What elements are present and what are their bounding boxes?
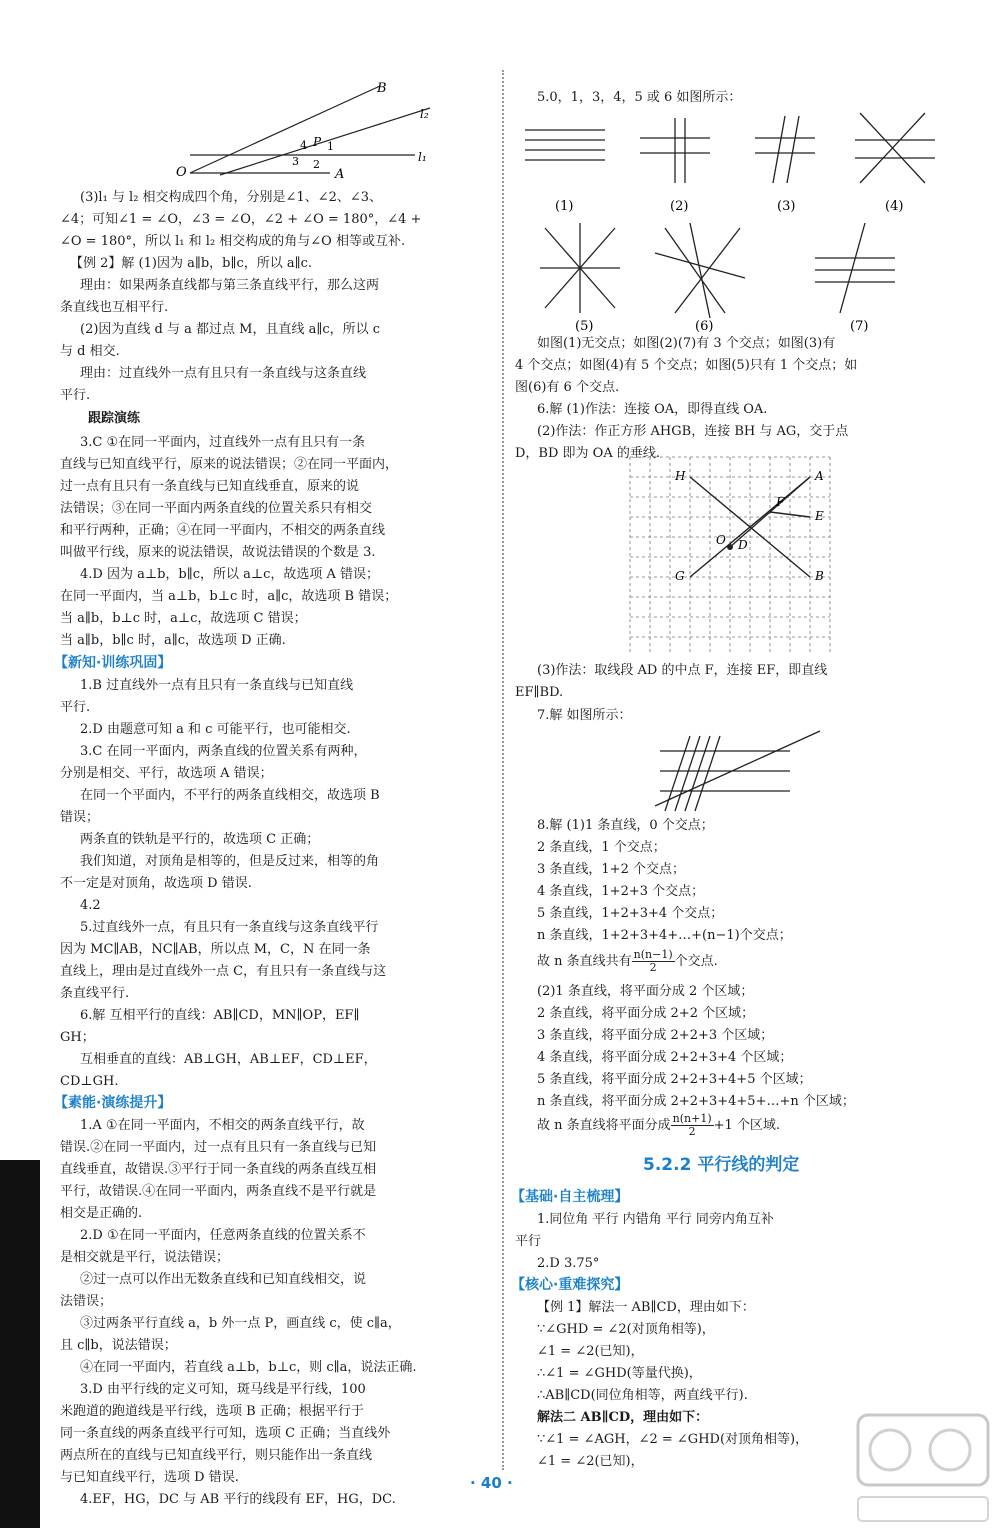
text-line: 分别是相交、平行，故选项 A 错误； <box>60 766 273 781</box>
text-line: 过一点有且只有一条直线与已知直线垂直，原来的说 <box>60 479 360 494</box>
text-line: 直线上，理由是过直线外一点 C，有且只有一条直线与这 <box>60 964 387 979</box>
text-line: 5.过直线外一点，有且只有一条直线与这条直线平行 <box>80 920 379 935</box>
text-line: (2)作法：作正方形 AHGB，连接 BH 与 AG，交于点 <box>537 424 849 439</box>
text-line: 6.解 互相平行的直线：AB∥CD，MN∥OP，EF∥ <box>80 1008 360 1023</box>
text-line: 两条直的铁轨是平行的，故选项 C 正确； <box>80 832 320 847</box>
text-line: ∠1 = ∠2(已知)， <box>537 1454 644 1469</box>
fig1-label-1: 1 <box>327 140 334 153</box>
text-line: 2 条直线，将平面分成 2+2 个区域； <box>537 1006 755 1021</box>
text-line: 与已知直线平行，选项 D 错误. <box>60 1470 239 1485</box>
grid-label-e: E <box>815 509 824 523</box>
text-line: 叫做平行线，原来的说法错误，故说法错误的个数是 3. <box>60 545 376 560</box>
text-line: 和平行两种，正确；④在同一平面内，不相交的两条直线 <box>60 523 386 538</box>
text-line: 在同一个平面内，不平行的两条直线相交，故选项 B <box>80 788 380 803</box>
config-label-4: (4) <box>885 199 904 214</box>
text-line: 当 a∥b，b∥c 时，a∥c，故选项 D 正确. <box>60 633 286 648</box>
text-line: 互相垂直的直线：AB⊥GH，AB⊥EF，CD⊥EF， <box>80 1052 377 1067</box>
text-line: 相交是正确的. <box>60 1206 143 1221</box>
text-line: 4 条直线，将平面分成 2+2+3+4 个区域； <box>537 1050 793 1065</box>
text-line: 条直线也互相平行. <box>60 300 169 315</box>
text-line: 同一条直线的两条直线平行可知，选项 C 正确；当直线外 <box>60 1426 391 1441</box>
text-line: (3)l₁ 与 l₂ 相交构成四个角，分别是∠1、∠2、∠3、 <box>80 190 383 205</box>
figure-grid-construction <box>620 452 840 660</box>
text-line: 解法二 AB∥CD，理由如下： <box>537 1410 709 1425</box>
text-line: 1.同位角 平行 内错角 平行 同旁内角互补 <box>537 1212 774 1227</box>
text-line: 4 条直线，1+2+3 个交点； <box>537 884 705 899</box>
region-formula <box>537 1112 780 1140</box>
grid-label-f: F <box>776 495 785 509</box>
fig1-label-o: O <box>176 165 187 180</box>
text-line: 理由：如果两条直线都与第三条直线平行，那么这两 <box>80 278 380 293</box>
text-line: 7.解 如图所示： <box>537 708 632 723</box>
text-line: 图(6)有 6 个交点. <box>515 380 620 395</box>
formula-suffix: 个交点. <box>674 954 718 969</box>
text-line: 5 条直线，将平面分成 2+2+3+4+5 个区域； <box>537 1072 812 1087</box>
text-line: 直线垂直，故错误.③平行于同一条直线的两条直线互相 <box>60 1162 377 1177</box>
fig1-label-a: A <box>335 167 345 182</box>
figure-line-configurations <box>515 108 955 333</box>
section-core: 【核心·重难探究】 <box>511 1277 629 1293</box>
text-line: 不一定是对顶角，故选项 D 错误. <box>60 876 252 891</box>
text-line: 理由：过直线外一点有且只有一条直线与这条直线 <box>80 366 367 381</box>
text-line: 米跑道的跑道线是平行线，选项 B 正确；根据平行于 <box>60 1404 364 1419</box>
text-line: 4.EF，HG，DC 与 AB 平行的线段有 EF，HG，DC. <box>80 1492 396 1507</box>
text-line: ③过两条平行直线 a，b 外一点 P，画直线 c，使 c∥a， <box>80 1316 401 1331</box>
text-line: 1.A ①在同一平面内，不相交的两条直线平行，故 <box>80 1118 365 1133</box>
grid-label-h: H <box>675 469 686 483</box>
text-line: (2)因为直线 d 与 a 都过点 M，且直线 a∥c，所以 c <box>80 322 381 337</box>
fig1-label-4: 4 <box>300 139 307 152</box>
text-line: 平行，故错误.④在同一平面内，两条直线不是平行就是 <box>60 1184 377 1199</box>
text-line: 法错误； <box>60 1294 113 1309</box>
text-line: 条直线平行. <box>60 986 130 1001</box>
text-line: 错误.②在同一平面内，过一点有且只有一条直线与已知 <box>60 1140 377 1155</box>
watermark-logo <box>850 1405 1000 1528</box>
text-line: GH； <box>60 1030 95 1045</box>
formula-suffix: +1 个区域. <box>713 1118 781 1133</box>
text-line: 6.解 (1)作法：连接 OA，即得直线 OA. <box>537 402 768 417</box>
text-line: 2.D ①在同一平面内，任意两条直线的位置关系不 <box>80 1228 366 1243</box>
text-line: 3 条直线，1+2 个交点； <box>537 862 685 877</box>
fig1-label-p: P <box>313 135 322 149</box>
text-line: (2)1 条直线，将平面分成 2 个区域； <box>537 984 754 999</box>
column-divider <box>502 70 504 1470</box>
grid-label-a: A <box>815 469 824 483</box>
fig1-label-b: B <box>377 81 387 96</box>
text-line: 1.B 过直线外一点有且只有一条直线与已知直线 <box>80 678 354 693</box>
fig1-label-l2: l₂ <box>420 107 429 121</box>
fraction-denominator: 2 <box>688 1125 696 1138</box>
text-line: 且 c∥b，说法错误； <box>60 1338 177 1353</box>
example-2-head: 【例 2】解 (1)因为 a∥b，b∥c，所以 a∥c. <box>70 256 313 271</box>
text-line: 3.C ①在同一平面内，过直线外一点有且只有一条 <box>80 435 366 450</box>
figure-angles <box>130 78 490 183</box>
section-new-knowledge: 【新知·训练巩固】 <box>54 655 172 671</box>
grid-label-d: D <box>738 538 748 552</box>
figure-seven-lines <box>650 726 830 816</box>
text-line: 3.C 在同一平面内，两条直线的位置关系有两种， <box>80 744 367 759</box>
grid-label-g: G <box>675 569 685 583</box>
text-line: ∵∠GHD = ∠2(对顶角相等)， <box>537 1322 715 1337</box>
text-line: ④在同一平面内，若直线 a⊥b，b⊥c，则 c∥a，说法正确. <box>80 1360 417 1375</box>
page-number-value: 40 <box>480 1474 502 1492</box>
text-line: 在同一平面内，当 a⊥b，b⊥c 时，a∥c，故选项 B 错误； <box>60 589 398 604</box>
text-line: ∠1 = ∠2(已知)， <box>537 1344 644 1359</box>
section-basics: 【基础·自主梳理】 <box>511 1189 629 1205</box>
fraction-numerator: n(n−1) <box>633 948 673 961</box>
grid-label-b: B <box>815 569 824 583</box>
text-line: D，BD 即为 OA 的垂线. <box>515 446 660 461</box>
text-line: 5 条直线，1+2+3+4 个交点； <box>537 906 724 921</box>
fraction <box>671 1113 714 1138</box>
text-line: n 条直线，1+2+3+4+…+(n−1)个交点； <box>537 928 792 943</box>
text-line: 4.D 因为 a⊥b，b∥c，所以 a⊥c，故选项 A 错误； <box>80 567 380 582</box>
tracking-practice-heading: 跟踪演练 <box>88 411 141 426</box>
example-1-head: 【例 1】解法一 AB∥CD，理由如下： <box>537 1300 755 1315</box>
text-line: 平行. <box>60 388 91 403</box>
text-line: 因为 MC∥AB，NC∥AB，所以点 M，C，N 在同一条 <box>60 942 371 957</box>
config-label-6: (6) <box>695 319 714 333</box>
text-line: 法错误；③在同一平面内两条直线的位置关系只有相交 <box>60 501 373 516</box>
section-competency: 【素能·演练提升】 <box>54 1095 172 1111</box>
config-label-5: (5) <box>575 319 594 333</box>
fig1-label-l1: l₁ <box>418 150 427 164</box>
formula-prefix: 故 n 条直线共有 <box>537 954 632 969</box>
text-line: ∠O = 180°，所以 l₁ 和 l₂ 相交构成的角与∠O 相等或互补. <box>60 234 406 249</box>
text-line: ∠4；可知∠1 = ∠O，∠3 = ∠O，∠2 + ∠O = 180°，∠4 + <box>60 212 422 227</box>
text-line: 4 个交点；如图(4)有 5 个交点；如图(5)只有 1 个交点；如 <box>515 358 858 373</box>
text-line: 我们知道，对顶角是相等的，但是反过来，相等的角 <box>80 854 380 869</box>
intersection-formula <box>537 948 718 976</box>
text-line: (3)作法：取线段 AD 的中点 F，连接 EF，即直线 <box>537 663 828 678</box>
fraction-denominator: 2 <box>649 961 657 974</box>
fig1-label-3: 3 <box>292 155 299 168</box>
text-line: 2 条直线，1 个交点； <box>537 840 666 855</box>
text-line: 3.D 由平行线的定义可知，斑马线是平行线，100 <box>80 1382 366 1397</box>
text-line: 如图(1)无交点；如图(2)(7)有 3 个交点；如图(3)有 <box>537 336 836 351</box>
config-label-2: (2) <box>670 199 689 214</box>
text-line: 平行. <box>60 700 91 715</box>
text-line: ∵∠1 = ∠AGH，∠2 = ∠GHD(对顶角相等)， <box>537 1432 809 1447</box>
text-line: 8.解 (1)1 条直线，0 个交点； <box>537 818 714 833</box>
config-label-1: (1) <box>555 199 574 214</box>
config-label-7: (7) <box>850 319 869 333</box>
text-line: 两点所在的直线与已知直线平行，则只能作出一条直线 <box>60 1448 373 1463</box>
text-line: ∴∠1 = ∠GHD(等量代换)， <box>537 1366 702 1381</box>
fig1-label-2: 2 <box>313 158 320 171</box>
text-line: 3 条直线，将平面分成 2+2+3 个区域； <box>537 1028 774 1043</box>
text-line: 错误； <box>60 810 100 825</box>
config-label-3: (3) <box>777 199 796 214</box>
grid-label-o: O <box>716 533 726 547</box>
text-line: ∴AB∥CD(同位角相等，两直线平行). <box>537 1388 748 1403</box>
scan-edge-bar <box>0 1160 40 1528</box>
text-line: CD⊥GH. <box>60 1074 119 1089</box>
text-line: n 条直线，将平面分成 2+2+3+4+5+…+n 个区域； <box>537 1094 855 1109</box>
text-line: 与 d 相交. <box>60 344 120 359</box>
fraction-numerator: n(n+1) <box>672 1112 712 1125</box>
text-line: ②过一点可以作出无数条直线和已知直线相交，说 <box>80 1272 367 1287</box>
text-line: 平行 <box>515 1234 542 1249</box>
text-line: 2.D 由题意可知 a 和 c 可能平行，也可能相交. <box>80 722 351 737</box>
text-line: 直线与已知直线平行，原来的说法错误；②在同一平面内， <box>60 457 399 472</box>
text-line: 当 a∥b，b⊥c 时，a⊥c，故选项 C 错误； <box>60 611 307 626</box>
fraction <box>632 949 675 974</box>
formula-prefix: 故 n 条直线将平面分成 <box>537 1118 671 1133</box>
q5-head: 5.0，1，3，4，5 或 6 如图所示： <box>537 90 742 105</box>
section-title: 5.2.2 平行线的判定 <box>643 1155 800 1175</box>
text-line: 2.D 3.75° <box>537 1256 600 1271</box>
text-line: 是相交就是平行，说法错误； <box>60 1250 230 1265</box>
text-line: 4.2 <box>80 898 101 913</box>
text-line: EF∥BD. <box>515 685 564 700</box>
page-number: · 40 · <box>470 1474 513 1492</box>
